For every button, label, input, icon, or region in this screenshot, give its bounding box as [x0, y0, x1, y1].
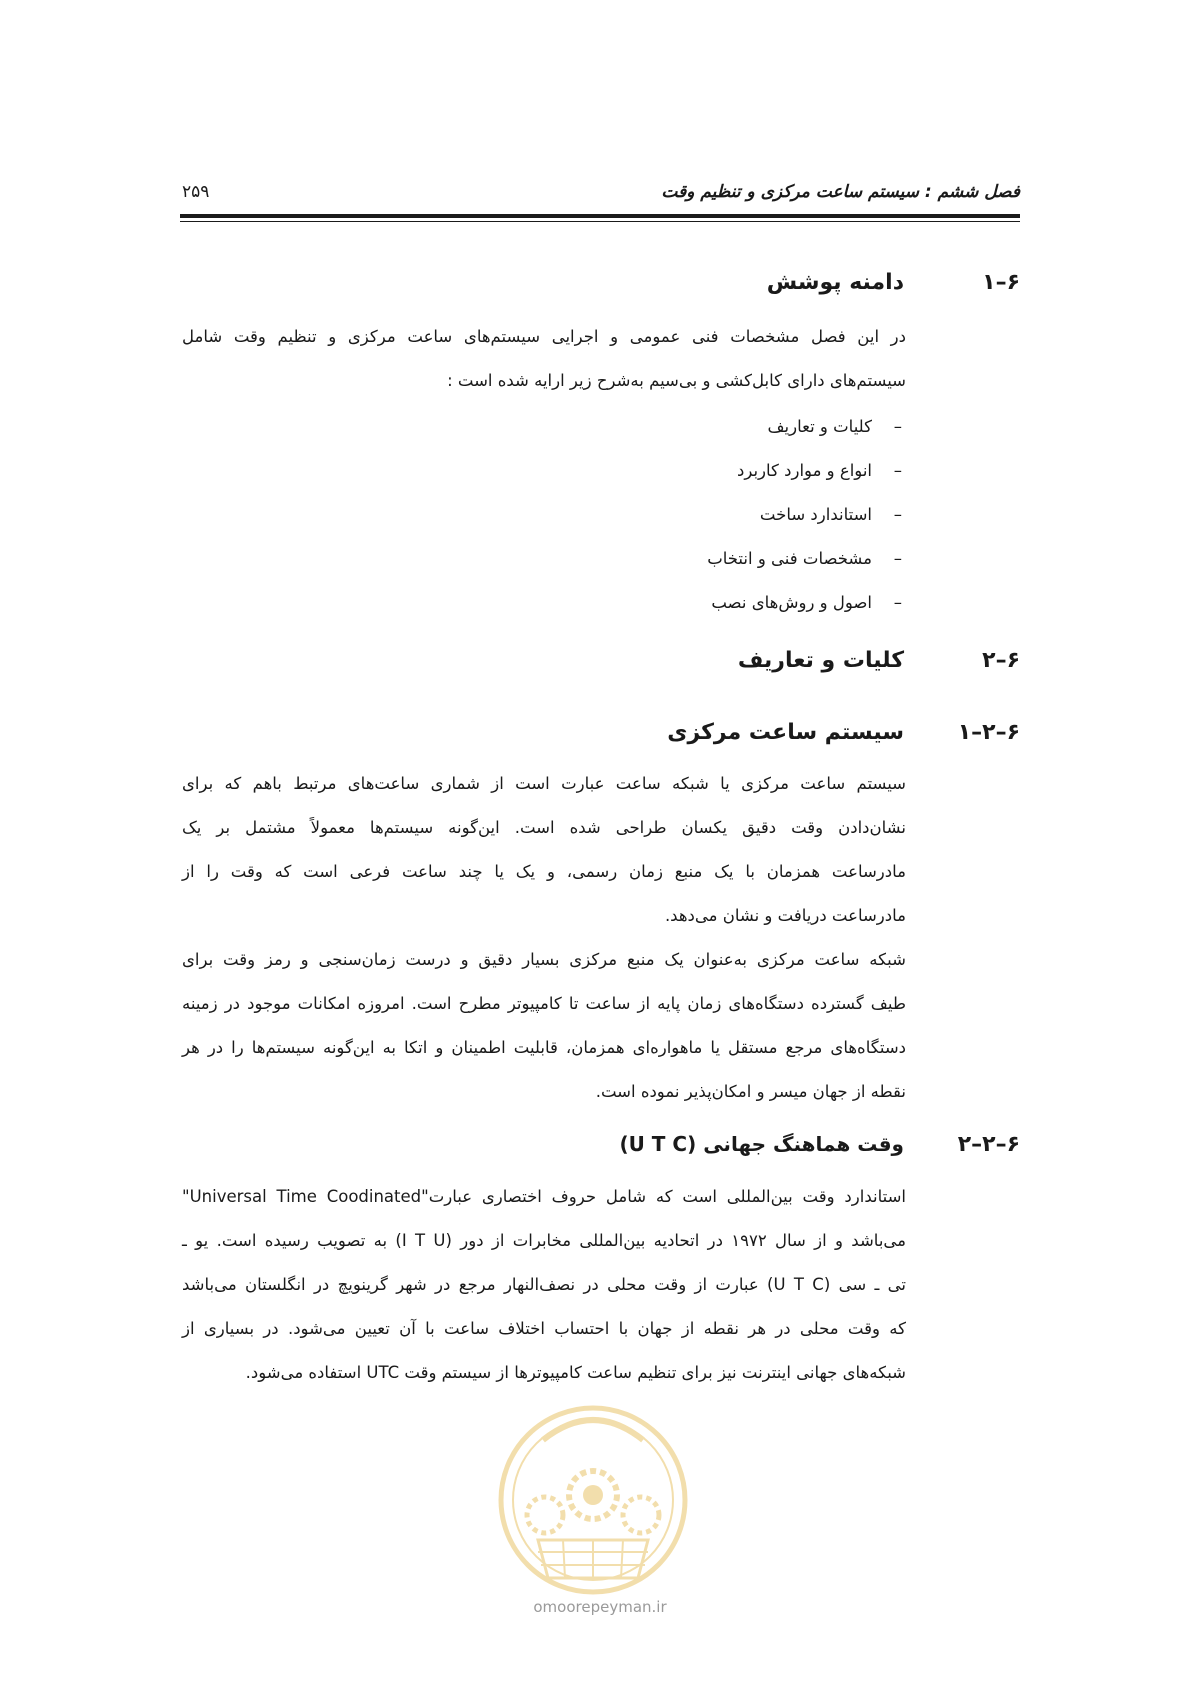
- header-rule-thick: [180, 214, 1020, 218]
- paragraph-line: شبکه ساعت مرکزی به‌عنوان یک منبع مرکزی بسیار دقیق و درست زمان‌سنجی و رمز وقت برای: [182, 950, 906, 969]
- list-item-text: اصول و روش‌های نصب: [711, 593, 872, 612]
- paragraph-line: نشان‌دادن وقت دقیق یکسان طراحی شده است. این‌گونه سیستم‌ها معمولاً مشتمل بر یک: [182, 818, 906, 837]
- list-item-text: مشخصات فنی و انتخاب: [707, 549, 872, 568]
- list-item: – استاندارد ساخت: [406, 493, 906, 537]
- list-item-text: استاندارد ساخت: [759, 505, 872, 524]
- paragraph-line: شبکه‌های جهانی اینترنت نیز برای تنظیم ساعت کامپیوترها از سیستم وقت UTC استفاده می‌شود.: [245, 1363, 906, 1382]
- paragraph-line: دستگاه‌های مرجع مستقل یا ماهواره‌ای همزمان، قابلیت اطمینان و اتکا به این‌گونه سیستم‌ها را در هر: [182, 1038, 906, 1057]
- section-6-1-paragraph: [182, 315, 906, 403]
- section-heading-6-2: [180, 648, 1020, 684]
- paragraph-line: طیف گسترده دستگاه‌های زمان پایه از ساعت تا کامپیوتر مطرح است. امروزه امکانات موجود در زمینه: [182, 994, 906, 1013]
- chapter-title: فصل ششم : سیستم ساعت مرکزی و تنظیم وقت: [661, 182, 1020, 202]
- list-item-text: کلیات و تعاریف: [767, 417, 872, 436]
- list-item: – اصول و روش‌های نصب: [406, 581, 906, 625]
- section-title: دامنه پوشش: [766, 270, 904, 295]
- section-heading-6-1: [180, 270, 1020, 306]
- list-item-text: انواع و موارد کاربرد: [737, 461, 872, 480]
- list-item: – کلیات و تعاریف: [406, 405, 906, 449]
- paragraph-line: که وقت محلی در هر نقطه از جهان با احتساب اختلاف ساعت با آن تعیین می‌شود. در بسیاری از: [182, 1319, 906, 1338]
- scope-bullet-list: [406, 405, 906, 625]
- paragraph-line: استاندارد وقت بین‌المللی است که شامل حروف اختصاری عبارت"Universal Time Coodinated": [182, 1187, 906, 1206]
- section-6-2-2-paragraph: [182, 1175, 906, 1395]
- section-number: ۶–۲–۲: [957, 1132, 1020, 1157]
- paragraph-line: در این فصل مشخصات فنی عمومی و اجرایی سیستم‌های ساعت مرکزی و تنظیم وقت شامل: [182, 327, 906, 346]
- paragraph-line: مادرساعت دریافت و نشان می‌دهد.: [664, 906, 906, 925]
- paragraph-line: می‌باشد و از سال ۱۹۷۲ در اتحادیه بین‌المللی مخابرات از دور (I T U) به تصویب رسیده است. یو ـ: [182, 1231, 906, 1250]
- paragraph-line: سیستم ساعت مرکزی یا شبکه ساعت عبارت است از شماری ساعت‌های مرتبط باهم که برای: [182, 774, 906, 793]
- section-heading-6-2-2: [180, 1132, 1020, 1168]
- list-item: – انواع و موارد کاربرد: [406, 449, 906, 493]
- page-header: [180, 182, 1020, 212]
- watermark-seal-icon: [493, 1400, 693, 1600]
- section-title: وقت هماهنگ جهانی (U T C): [619, 1132, 904, 1156]
- section-number: ۶–۲: [982, 648, 1020, 673]
- page-number: ۲۵۹: [182, 182, 210, 202]
- section-title: کلیات و تعاریف: [737, 648, 904, 673]
- section-number: ۶–۱: [982, 270, 1020, 295]
- section-title: سیستم ساعت مرکزی: [667, 720, 904, 745]
- paragraph-line: نقطه از جهان میسر و امکان‌پذیر نموده است.: [595, 1082, 906, 1101]
- section-heading-6-2-1: [180, 720, 1020, 756]
- section-6-2-1-paragraph: [182, 762, 906, 1114]
- section-number: ۶–۲–۱: [957, 720, 1020, 745]
- header-rule-thin: [180, 221, 1020, 222]
- list-item: – مشخصات فنی و انتخاب: [406, 537, 906, 581]
- paragraph-line: تی ـ سی (U T C) عبارت از وقت محلی در نصف‌النهار مرجع در شهر گرینویچ در انگلستان می‌باشد: [182, 1275, 906, 1294]
- paragraph-line: سیستم‌های دارای کابل‌کشی و بی‌سیم به‌شرح زیر ارایه شده است :: [447, 371, 906, 390]
- watermark-url: omoorepeyman.ir: [533, 1598, 667, 1616]
- paragraph-line: مادرساعت همزمان با یک منبع زمان رسمی، و یک یا چند ساعت فرعی است که وقت را از: [182, 862, 906, 881]
